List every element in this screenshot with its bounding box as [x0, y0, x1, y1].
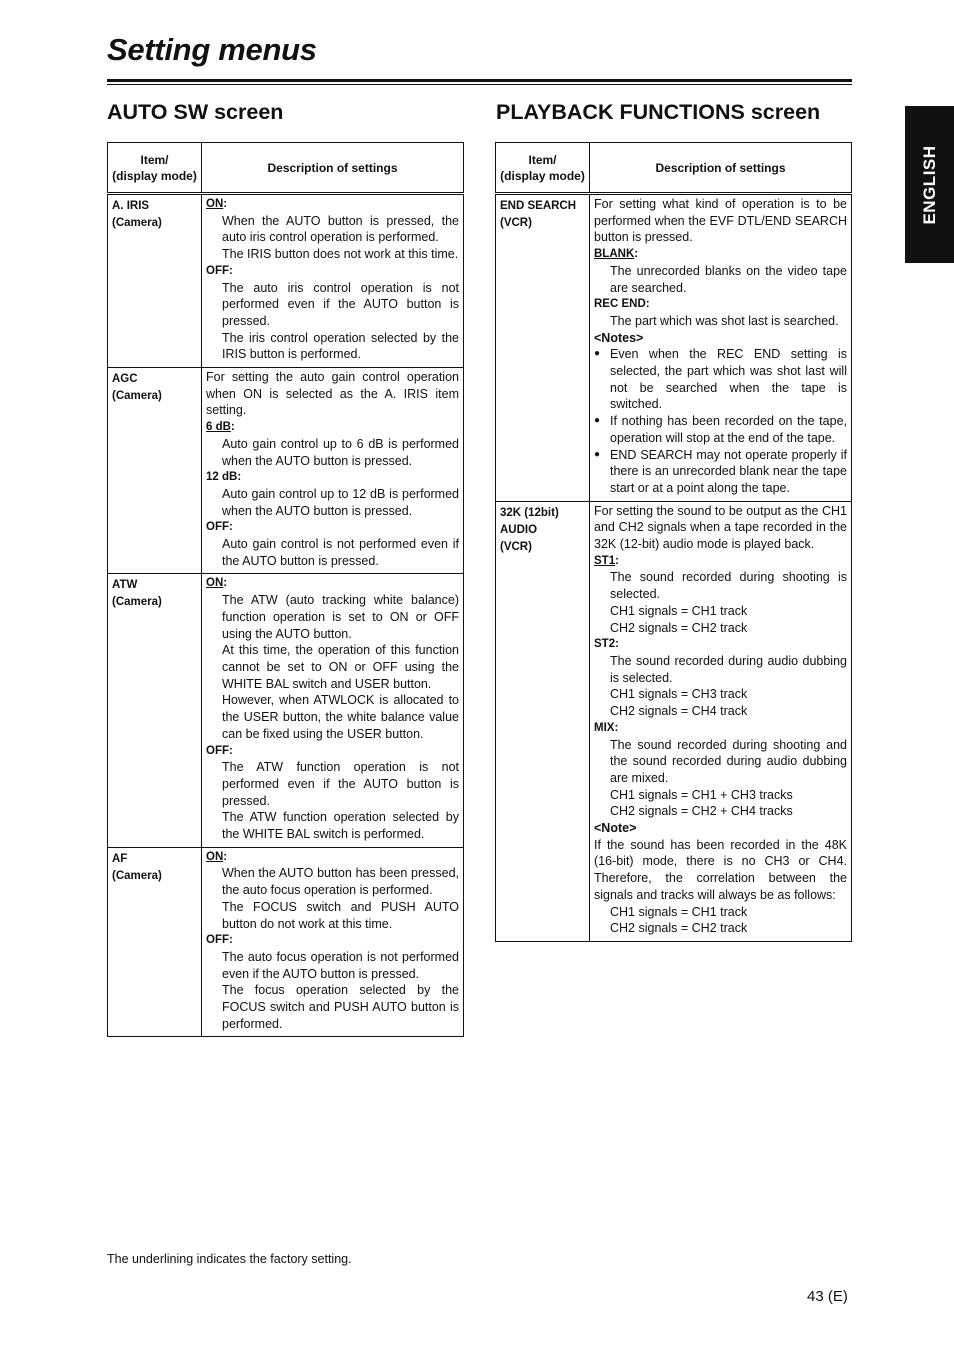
notes-heading: <Notes>: [594, 330, 644, 345]
description-text: However, when ATWLOCK is allocated to the USER button, the white balance value can be fixed using the USER button.: [222, 693, 459, 741]
table-row: [108, 847, 464, 1037]
description-text: CH2 signals = CH4 track: [610, 704, 748, 719]
option-label: OFF: [206, 934, 229, 947]
item-cell: ATW (Camera): [108, 574, 202, 847]
setting-option: BLANK:: [594, 248, 639, 261]
description-text: Auto gain control up to 12 dB is performed when the AUTO button is pressed.: [222, 486, 459, 518]
description-text: If the sound has been recorded in the 48K (16-bit) mode, there is no CH3 or CH4. Therefore, the correlation between the signals and tracks will always be as follows:: [594, 837, 847, 902]
table-row: [108, 368, 464, 574]
description-text: For setting the sound to be output as the CH1 and CH2 signals when a tape recorded in the 32K (12-bit) audio mode is played back.: [594, 503, 847, 552]
description-text: The FOCUS switch and PUSH AUTO button do not work at this time.: [222, 899, 459, 931]
description-text: The ATW function operation selected by the WHITE BAL switch is performed.: [222, 810, 459, 842]
page-number: 43 (E): [807, 1288, 848, 1305]
note-text: If nothing has been recorded on the tape, operation will stop at the end of the tape.: [610, 414, 847, 445]
column-header-item: Item/ (display mode): [108, 143, 202, 194]
table-row: [108, 574, 464, 847]
setting-option: 6 dB:: [206, 421, 235, 434]
description-text: CH1 signals = CH1 track: [610, 904, 748, 919]
description-text: Auto gain control is not performed even if the AUTO button is pressed.: [222, 537, 459, 568]
option-label: OFF: [206, 744, 229, 757]
description-cell: [202, 847, 464, 1037]
setting-option: MIX:: [594, 721, 619, 734]
description-text: When the AUTO button has been pressed, the auto focus operation is performed.: [222, 866, 459, 898]
description-cell: [590, 194, 852, 502]
setting-option: REC END:: [594, 298, 650, 311]
setting-option: 12 dB:: [206, 471, 242, 484]
description-text: The IRIS button does not work at this time.: [222, 247, 459, 262]
option-label: MIX: [594, 721, 615, 734]
setting-option: ON:: [206, 577, 228, 590]
description-text: When the AUTO button is pressed, the auto iris control operation is performed.: [222, 213, 459, 245]
description-text: The sound recorded during audio dubbing is selected.: [610, 653, 847, 685]
bullet-icon: ●: [594, 448, 601, 460]
description-text: The auto iris control operation is not performed even if the AUTO button is pressed.: [222, 280, 459, 328]
table-row: [108, 194, 464, 368]
setting-option: OFF:: [206, 264, 233, 277]
option-label: ON: [206, 198, 224, 210]
description-text: CH2 signals = CH2 + CH4 tracks: [610, 804, 793, 819]
description-text: CH2 signals = CH2 track: [610, 620, 748, 635]
title-rule: [107, 79, 852, 82]
language-tab-label: ENGLISH: [919, 144, 939, 225]
title-rule-thin: [107, 84, 852, 85]
option-label: ST2: [594, 638, 616, 651]
option-label: ON: [206, 577, 224, 590]
item-cell: AF (Camera): [108, 847, 202, 1037]
column-header-description: Description of settings: [590, 143, 852, 194]
description-text: The sound recorded during shooting is selected.: [610, 570, 847, 602]
playback-table: [495, 142, 852, 942]
description-text: The sound recorded during shooting and the sound recorded during audio dubbing are mixed.: [610, 737, 847, 785]
description-text: The ATW (auto tracking white balance) function operation is set to ON or OFF using the AUTO button.: [222, 593, 459, 641]
description-text: The iris control operation selected by the IRIS button is performed.: [222, 330, 459, 362]
description-text: For setting the auto gain control operation when ON is selected as the A. IRIS item setting.: [206, 370, 459, 418]
description-text: CH1 signals = CH1 track: [610, 603, 748, 618]
option-label: REC END: [594, 298, 646, 311]
item-cell: AGC (Camera): [108, 368, 202, 574]
column-header-item: Item/ (display mode): [496, 143, 590, 194]
item-cell: A. IRIS (Camera): [108, 194, 202, 368]
description-text: The auto focus operation is not performed even if the AUTO button is pressed.: [222, 949, 459, 981]
description-cell: [202, 574, 464, 847]
description-text: Auto gain control up to 6 dB is performed when the AUTO button is pressed.: [222, 436, 459, 468]
bullet-icon: ●: [594, 348, 601, 360]
bullet-icon: ●: [594, 415, 601, 427]
description-text: CH1 signals = CH3 track: [610, 687, 748, 702]
description-text: The part which was shot last is searched.: [610, 313, 839, 328]
description-text: CH1 signals = CH1 + CH3 tracks: [610, 787, 793, 802]
description-text: The unrecorded blanks on the video tape are searched.: [610, 263, 847, 295]
description-text: At this time, the operation of this function cannot be set to ON or OFF using the WHITE BAL switch and USER button.: [222, 643, 459, 691]
note-bullet: [594, 413, 847, 446]
description-text: For setting what kind of operation is to be performed when the EVF DTL/END SEARCH button is pressed.: [594, 197, 847, 245]
page-title: Setting menus: [107, 32, 317, 67]
language-tab: [905, 106, 954, 263]
note-text: Even when the REC END setting is selected, the part which was shot last will not be searched when the tape is switched.: [610, 347, 847, 412]
option-label: ON: [206, 850, 224, 863]
option-label: BLANK: [594, 248, 635, 261]
setting-option: ST1:: [594, 554, 619, 567]
note-text: END SEARCH may not operate properly if there is an unrecorded blank near the tape start or at a point along the tape.: [610, 447, 847, 495]
option-label: 6 dB: [206, 421, 231, 434]
option-label: 12 dB: [206, 471, 238, 484]
table-row: [496, 501, 852, 941]
note-bullet: [594, 447, 847, 497]
setting-option: OFF:: [206, 521, 233, 534]
setting-option: ST2:: [594, 638, 619, 651]
item-cell: 32K (12bit) AUDIO (VCR): [496, 501, 590, 941]
setting-option: ON:: [206, 850, 228, 863]
description-text: The focus operation selected by the FOCUS switch and PUSH AUTO button is performed.: [222, 983, 459, 1031]
auto-sw-table: [107, 142, 464, 1037]
description-text: The ATW function operation is not performed even if the AUTO button is pressed.: [222, 760, 459, 808]
setting-option: ON:: [206, 198, 228, 210]
playback-heading: PLAYBACK FUNCTIONS screen: [496, 100, 821, 124]
auto-sw-heading: AUTO SW screen: [107, 100, 284, 124]
description-cell: [202, 194, 464, 368]
description-cell: [590, 501, 852, 941]
notes-heading: <Note>: [594, 821, 637, 836]
item-cell: END SEARCH (VCR): [496, 194, 590, 502]
option-label: ST1: [594, 554, 616, 567]
option-label: OFF: [206, 264, 229, 277]
description-text: CH2 signals = CH2 track: [610, 921, 748, 936]
note-bullet: [594, 346, 847, 413]
description-cell: [202, 368, 464, 574]
setting-option: OFF:: [206, 744, 233, 757]
option-label: OFF: [206, 521, 229, 534]
column-header-description: Description of settings: [202, 143, 464, 194]
footer-note: The underlining indicates the factory setting.: [107, 1252, 352, 1266]
table-row: [496, 194, 852, 502]
setting-option: OFF:: [206, 934, 233, 947]
